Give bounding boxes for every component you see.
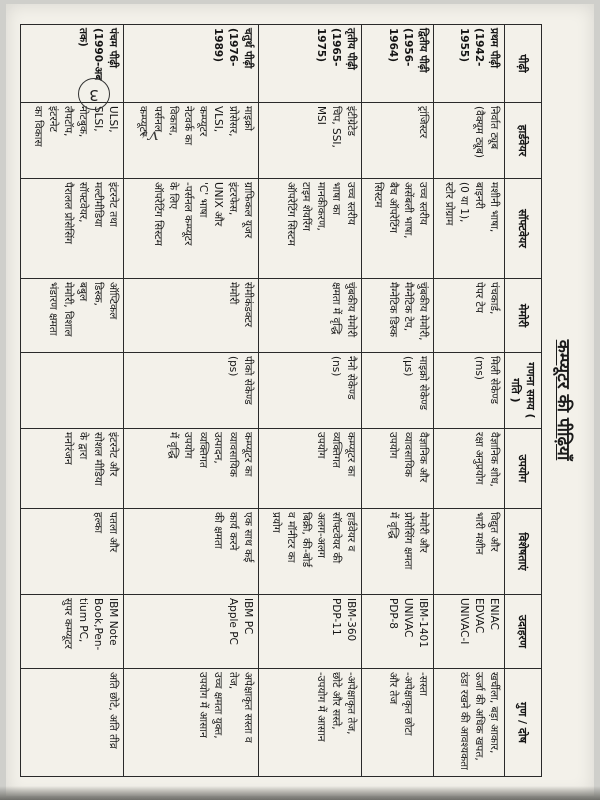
- cell-line: UNIX और: [212, 182, 225, 227]
- cell-gen: [362, 25, 433, 103]
- cell-features: [124, 509, 259, 595]
- cell-line: मैग्नेटिक टेप,: [401, 282, 414, 332]
- cell-line: कार्य करने: [227, 512, 240, 551]
- page-title: कम्प्यूटर की पीढ़ियाँ: [553, 339, 573, 461]
- cell-line: लैपटॉप,: [62, 106, 75, 137]
- cell-line: प्रथम पीढ़ी: [488, 28, 500, 68]
- cell-line: में वृद्धि: [167, 432, 180, 459]
- cell-memory: [433, 279, 504, 353]
- cell-line: टाइम शेयरिंग: [300, 182, 313, 231]
- cell-line: ठंडा रखने की आवश्यकता: [458, 672, 470, 770]
- cell-line: सेमीकंडक्टर: [242, 282, 255, 328]
- cell-use: [21, 429, 124, 509]
- cell-examples: [21, 595, 124, 669]
- cell-line: विकास,: [167, 106, 180, 136]
- cell-line: डिस्क,: [92, 282, 105, 306]
- cell-speed: [362, 353, 433, 429]
- cell-line: EDVAC: [473, 598, 485, 634]
- cell-line: MSI: [315, 106, 328, 125]
- cell-line: ULSI,: [107, 106, 120, 133]
- cell-examples: [433, 595, 504, 669]
- scan-edge-shadow: [0, 786, 600, 800]
- cell-line: व मॉनीटर का: [285, 512, 298, 563]
- cell-line: IBM-360: [345, 598, 358, 642]
- header-memory: मेमोरी: [505, 279, 542, 353]
- header-hardware: हार्डवेयर: [505, 103, 542, 179]
- cell-line: Apple PC: [227, 598, 240, 645]
- cell-line: विद्युत और: [488, 512, 500, 552]
- cell-line: tium PC,: [77, 598, 90, 643]
- cell-software: [124, 179, 259, 279]
- cell-line: नेटवर्क का: [182, 106, 195, 146]
- cell-line: और तेज: [386, 672, 399, 705]
- table-row: [21, 25, 124, 777]
- cell-line: -पर्सनल कम्प्यूटर: [182, 182, 195, 246]
- cell-line: नोटबुक,: [77, 106, 90, 138]
- cell-line: इंटीग्रेटेड: [345, 106, 358, 136]
- cell-line: में वृद्धि: [386, 512, 399, 539]
- cell-line: Book,Pen-: [92, 598, 105, 651]
- cell-merits: [259, 669, 362, 777]
- cell-line: के द्वारा: [77, 432, 90, 460]
- cell-line: भारी मशीन: [473, 512, 485, 555]
- table-row: [259, 25, 362, 777]
- cell-line: IBM PC: [242, 598, 255, 635]
- cell-line: मल्टीमीडिया: [92, 182, 105, 228]
- cell-line: हल्का: [92, 512, 105, 534]
- cell-memory: [21, 279, 124, 353]
- cell-examples: [362, 595, 433, 669]
- cell-line: निर्वात ट्यूब: [488, 106, 500, 150]
- cell-line: एक साथ कई: [242, 512, 255, 563]
- cell-line: बिक्री, की-बोर्ड: [300, 512, 313, 568]
- cell-line: चुंबकीय मेमोरी: [345, 282, 358, 338]
- cell-line: भंडारण क्षमता: [47, 282, 60, 336]
- cell-speed: [433, 353, 504, 429]
- cell-line: तेज,: [227, 672, 240, 690]
- cell-line: (वैक्यूम ट्यूब): [473, 106, 485, 159]
- cell-line: -उपयोग में आसान: [315, 672, 328, 742]
- cell-features: [433, 509, 504, 595]
- cell-line: असेंबली भाषा,: [401, 182, 414, 239]
- cell-line: VLSI,: [212, 106, 225, 133]
- cell-use: [124, 429, 259, 509]
- cell-line: भाषा का: [330, 182, 343, 216]
- cell-line: मैग्नेटिक डिस्क: [386, 282, 399, 337]
- cell-line: खर्चीला, बड़ा आकार,: [488, 672, 500, 754]
- cell-line: इंटरफेस,: [227, 182, 240, 216]
- cell-line: SLSI,: [92, 106, 105, 132]
- cell-line: बैच ऑपरेटिंग: [386, 182, 399, 233]
- cell-line: अति छोटे, अति तीव्र: [107, 672, 120, 749]
- header-speed: गणना समय ( गति ): [505, 353, 542, 429]
- cell-examples: [124, 595, 259, 669]
- cell-line: कम्प्यूटर: [137, 106, 150, 137]
- cell-line: UNIVAC-I: [458, 598, 470, 645]
- cell-line: उपयोग में आसान: [197, 672, 210, 738]
- cell-line: (1976-1989): [212, 28, 240, 67]
- cell-features: [259, 509, 362, 595]
- cell-line: प्रोसेसिंग क्षमता: [401, 512, 414, 570]
- cell-features: [21, 509, 124, 595]
- cell-line: चुंबकीय मेमोरी,: [416, 282, 429, 341]
- cell-line: मेमोरी, विशाल: [62, 282, 75, 337]
- cell-line: पीको सेकेण्ड: [242, 356, 255, 405]
- cell-line: पेपर टेप: [473, 282, 485, 313]
- header-software: सॉफ्टवेयर: [505, 179, 542, 279]
- cell-hardware: [433, 103, 504, 179]
- cell-line: इंटरनेट तथा: [107, 182, 120, 227]
- cell-line: की क्षमता: [212, 512, 225, 549]
- circled-number-mark: 3: [78, 78, 110, 110]
- cell-line: उच्च क्षमता युक्त,: [212, 672, 225, 739]
- cell-line: PDP-11: [330, 598, 343, 636]
- cell-software: [259, 179, 362, 279]
- cell-line: कम्प्यूटर: [197, 106, 210, 137]
- cell-software: [433, 179, 504, 279]
- cell-line: IBM Note: [107, 598, 120, 646]
- cell-line: मानकीकरण,: [315, 182, 328, 231]
- rotated-table-sheet: [20, 24, 580, 776]
- cell-line: द्वितीय पीढ़ी: [416, 28, 429, 73]
- cell-memory: [124, 279, 259, 353]
- cell-gen: [124, 25, 259, 103]
- header-examples: उदाहरण: [505, 595, 542, 669]
- header-row: [505, 25, 542, 777]
- cell-line: उपयोग: [386, 432, 399, 459]
- cell-merits: [362, 669, 433, 777]
- cell-line: मनोरंजन: [62, 432, 75, 465]
- cell-line: -सस्ता: [416, 672, 429, 696]
- cell-line: (0 या 1),: [458, 182, 470, 223]
- cell-merits: [124, 669, 259, 777]
- handwritten-signature: ⱱ𝓈: [141, 127, 159, 147]
- cell-line: (µs): [401, 356, 414, 377]
- cell-features: [362, 509, 433, 595]
- cell-line: माइक्रो सेकेण्ड: [416, 356, 429, 411]
- cell-hardware: [362, 103, 433, 179]
- cell-gen: [433, 25, 504, 103]
- cell-line: अलग-अलग: [315, 512, 328, 558]
- cell-line: (ns): [330, 356, 343, 377]
- cell-line: वैज्ञानिक और: [416, 432, 429, 483]
- header-merits: गुण / दोष: [505, 669, 542, 777]
- cell-line: बाइनरी: [473, 182, 485, 209]
- cell-line: मेमोरी: [227, 282, 240, 305]
- cell-line: माइक्रो: [242, 106, 255, 131]
- cell-line: व्यक्तिगत: [330, 432, 343, 468]
- cell-line: सॉफ्टवेयर की: [330, 512, 343, 564]
- cell-merits: [433, 669, 504, 777]
- cell-line: नैनो सेकेण्ड: [345, 356, 358, 400]
- cell-line: क्षमता में वृद्धि: [330, 282, 343, 335]
- cell-line: ऑप्टिकल: [107, 282, 120, 320]
- cell-use: [259, 429, 362, 509]
- cell-line: पंचकार्ड,: [488, 282, 500, 315]
- header-use: उपयोग: [505, 429, 542, 509]
- cell-line: सुपर कम्प्यूटर: [62, 598, 75, 649]
- cell-line: हार्डवेयर व: [345, 512, 358, 552]
- cell-merits: [21, 669, 124, 777]
- cell-line: का विकास: [32, 106, 45, 147]
- cell-line: रक्षा अनुप्रयोग: [473, 432, 485, 485]
- cell-line: (ps): [227, 356, 240, 377]
- cell-line: व्यावसायिक: [227, 432, 240, 477]
- cell-speed: [21, 353, 124, 429]
- cell-line: उत्पादन,: [212, 432, 225, 464]
- cell-line: कम्प्यूटर का: [345, 432, 358, 477]
- cell-line: प्रयोग: [270, 512, 283, 533]
- cell-software: [21, 179, 124, 279]
- cell-line: ऑपरेटिंग सिस्टम: [285, 182, 298, 246]
- cell-line: (1965-1975): [315, 28, 343, 67]
- table-row: [433, 25, 504, 777]
- cell-line: छोटे और सस्ते,: [330, 672, 343, 730]
- cell-line: मशीनी भाषा,: [488, 182, 500, 233]
- cell-line: कम्प्यूटर का: [242, 432, 255, 477]
- cell-line: चतुर्थ पीढ़ी: [242, 28, 255, 69]
- cell-line: मेमोरी और: [416, 512, 429, 553]
- header-generation: पीढ़ी: [505, 25, 542, 103]
- cell-software: [362, 179, 433, 279]
- cell-line: -अपेक्षाकृत तेज,: [345, 672, 358, 735]
- cell-speed: [259, 353, 362, 429]
- cell-line: प्रोसेसर,: [227, 106, 240, 137]
- cell-line: PDP-8: [386, 598, 399, 629]
- cell-line: उपयोग: [182, 432, 195, 459]
- cell-memory: [362, 279, 433, 353]
- cell-line: IBM-1401: [416, 598, 429, 648]
- table-row: [362, 25, 433, 777]
- cell-line: उच्च स्तरीय: [345, 182, 358, 225]
- cell-line: (1990-अब तक): [77, 28, 105, 81]
- cell-line: सोशल मीडिया: [92, 432, 105, 486]
- cell-line: पैरालल प्रोसेसिंग: [62, 182, 75, 245]
- header-features: विशेषताएं: [505, 509, 542, 595]
- cell-line: सॉफ्टवेयर,: [77, 182, 90, 223]
- cell-examples: [259, 595, 362, 669]
- cell-line: ग्राफिकल यूजर: [242, 182, 255, 239]
- cell-line: UNIVAC: [401, 598, 414, 638]
- cell-hardware: [259, 103, 362, 179]
- cell-line: उपयोग: [315, 432, 328, 459]
- cell-line: ऊर्जा की अधिक खपत,: [473, 672, 485, 761]
- cell-line: (1942-1955): [458, 28, 485, 67]
- cell-line: तृतीय पीढ़ी: [345, 28, 358, 70]
- cell-line: पर्सनल: [152, 106, 165, 133]
- cell-line: मिली सेकेण्ड: [488, 356, 500, 404]
- cell-use: [433, 429, 504, 509]
- cell-line: अपेक्षाकृत सस्ता व: [242, 672, 255, 743]
- cell-line: स्टोर प्रोग्राम: [443, 182, 455, 226]
- cell-line: ऑपरेटिंग सिस्टम: [152, 182, 165, 246]
- cell-line: के लिए: [167, 182, 180, 210]
- cell-use: [362, 429, 433, 509]
- cell-line: ENIAC: [488, 598, 500, 630]
- cell-gen: [259, 25, 362, 103]
- cell-line: -अपेक्षाकृत छोटा: [401, 672, 414, 736]
- cell-memory: [259, 279, 362, 353]
- cell-line: ट्रांजिस्टर: [416, 106, 429, 139]
- cell-speed: [124, 353, 259, 429]
- cell-line: पतला और: [107, 512, 120, 553]
- cell-line: व्यावसायिक: [401, 432, 414, 477]
- cell-line: इंटरनेट: [47, 106, 60, 132]
- generations-table: [20, 24, 542, 777]
- cell-line: व्यक्तिगत: [197, 432, 210, 468]
- cell-line: सिस्टम: [371, 182, 384, 208]
- cell-line: वैज्ञानिक शोध,: [488, 432, 500, 487]
- cell-line: बबुल: [77, 282, 90, 302]
- cell-line: चिप, SSI,: [330, 106, 343, 148]
- cell-line: (ms): [473, 356, 485, 380]
- cell-line: (1956-1964): [386, 28, 414, 67]
- cell-hardware: [21, 103, 124, 179]
- cell-line: उच्च स्तरीय: [416, 182, 429, 225]
- cell-line: इंटरनेट और: [107, 432, 120, 477]
- cell-line: पंचम पीढ़ी: [107, 28, 120, 68]
- cell-line: 'C' भाषा: [197, 182, 210, 218]
